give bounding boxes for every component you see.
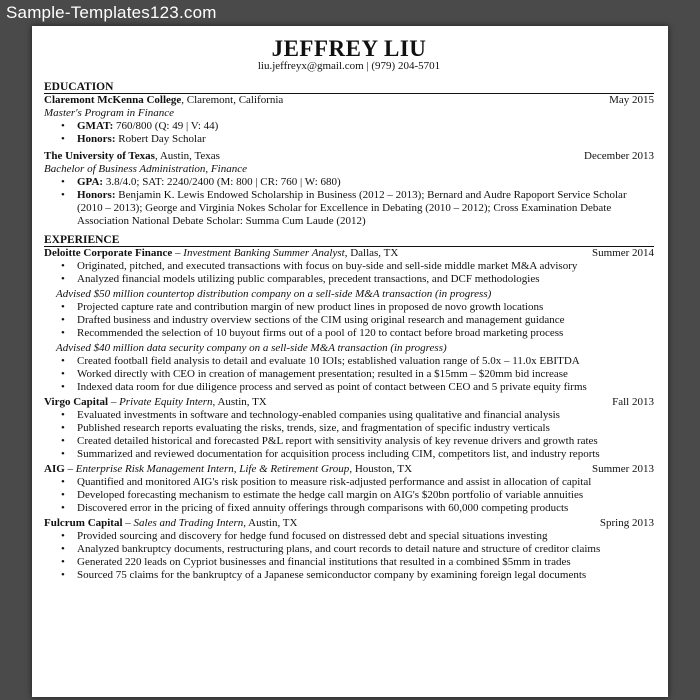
company-name: AIG bbox=[44, 463, 65, 475]
company-name: Fulcrum Capital bbox=[44, 517, 123, 529]
company-name: Deloitte Corporate Finance bbox=[44, 247, 173, 259]
job-bullets bbox=[44, 476, 654, 515]
transaction-heading: Advised $50 million countertop distribution company on a sell-side M&A transaction (in progress) bbox=[56, 288, 492, 300]
list-item: • Summarized and reviewed documentation for acquisition process including CIM, competitors list, and industry reports bbox=[44, 448, 654, 461]
job-bullets bbox=[44, 530, 654, 582]
list-item: • Projected capture rate and contribution margin of new product lines in proposed de novo growth locations bbox=[44, 301, 654, 314]
school-date: December 2013 bbox=[584, 150, 654, 162]
job-role: – Sales and Trading Intern bbox=[122, 517, 244, 529]
degree: Master's Program in Finance bbox=[44, 107, 174, 119]
list-item: • Quantified and monitored AIG's risk position to measure risk-adjusted performance and assist in allocation of capital bbox=[44, 476, 654, 489]
school-row bbox=[44, 94, 654, 107]
education-bullets bbox=[44, 176, 654, 228]
site-watermark: Sample-Templates123.com bbox=[6, 3, 217, 22]
job-date: Summer 2013 bbox=[591, 463, 654, 475]
list-item: • Published research reports evaluating the risks, trends, size, and fragmentation of specific industry verticals bbox=[44, 422, 654, 435]
list-item: • Created detailed historical and forecasted P&L report with sensitivity analysis of key revenue drivers and growth rates bbox=[44, 435, 654, 448]
job-role: – Enterprise Risk Management Intern, Life & Retirement Group bbox=[64, 463, 350, 475]
list-item: • Worked directly with CEO in creation of management presentation; resulted in a $15mm – $20mm bid increase bbox=[44, 368, 654, 381]
experience-heading: EXPERIENCE bbox=[44, 234, 654, 247]
school-name: The University of Texas bbox=[44, 150, 155, 162]
resume-name: JEFFREY LIU bbox=[271, 36, 427, 61]
job-row bbox=[44, 247, 654, 260]
job-date: Fall 2013 bbox=[612, 396, 654, 408]
list-item: • Developed forecasting mechanism to estimate the hedge call margin on AIG's $20bn portfolio of variable annuities bbox=[44, 489, 654, 502]
school-date: May 2015 bbox=[609, 94, 654, 106]
list-item: • Sourced 75 claims for the bankruptcy of a Japanese semiconductor company by examining foreign legal documents bbox=[44, 569, 654, 582]
school-row bbox=[44, 150, 654, 163]
transaction-bullets bbox=[44, 301, 654, 340]
list-item: • Indexed data room for due diligence process and served as point of contact between CEO and 5 private equity firms bbox=[44, 381, 654, 394]
job-location: , Dallas, TX bbox=[344, 247, 399, 259]
job-bullets bbox=[44, 409, 654, 461]
job-location: , Houston, TX bbox=[349, 463, 413, 475]
list-item: • Analyzed bankruptcy documents, restructuring plans, and court records to detail nature and structure of creditor claims bbox=[44, 543, 654, 556]
school-location: , Claremont, California bbox=[181, 94, 284, 106]
list-item: • GPA: 3.8/4.0; SAT: 2240/2400 (M: 800 | CR: 760 | W: 680) bbox=[44, 176, 654, 189]
job-row bbox=[44, 463, 654, 476]
job-row bbox=[44, 396, 654, 409]
education-entry-ut bbox=[44, 150, 654, 228]
degree: Bachelor of Business Administration, Finance bbox=[44, 163, 247, 175]
list-item: • Honors: Robert Day Scholar bbox=[44, 133, 654, 146]
job-location: , Austin, TX bbox=[212, 396, 267, 408]
company-name: Virgo Capital bbox=[44, 396, 109, 408]
list-item: • Honors: Benjamin K. Lewis Endowed Scholarship in Business (2012 – 2013); Bernard and Audre Rapoport Service Scholar (2010 – 2013); George and Virginia Nokes Scholar for Excellence in Debating (2010 – 2012); Cross Examination Debate Association National Debate Scholar: Summa Cum Laude (2012) bbox=[44, 189, 654, 228]
resume-content bbox=[44, 36, 654, 582]
job-entry-aig bbox=[44, 463, 654, 515]
school-location: , Austin, Texas bbox=[154, 150, 220, 162]
list-item: • Evaluated investments in software and technology-enabled companies using qualitative and financial analysis bbox=[44, 409, 654, 422]
school-name: Claremont McKenna College bbox=[44, 94, 182, 106]
list-item: • Provided sourcing and discovery for hedge fund focused on distressed debt and special situations investing bbox=[44, 530, 654, 543]
transaction-bullets bbox=[44, 355, 654, 394]
job-role: – Private Equity Intern bbox=[108, 396, 213, 408]
contact-line: liu.jeffreyx@gmail.com | (979) 204-5701 bbox=[257, 60, 441, 72]
job-bullets bbox=[44, 260, 654, 286]
list-item: • Created football field analysis to detail and evaluate 10 IOIs; established valuation range of 5.0x – 11.0x EBITDA bbox=[44, 355, 654, 368]
list-item: • Discovered error in the pricing of fixed annuity offerings through comparisons with 60,000 competing products bbox=[44, 502, 654, 515]
list-item: • Originated, pitched, and executed transactions with focus on buy-side and sell-side middle market M&A advisory bbox=[44, 260, 654, 273]
education-heading: EDUCATION bbox=[44, 81, 654, 94]
job-row bbox=[44, 517, 654, 530]
list-item: • Drafted business and industry overview sections of the CIM using original research and management guidance bbox=[44, 314, 654, 327]
resume-page bbox=[32, 26, 668, 697]
list-item: • Analyzed financial models utilizing public comparables, precedent transactions, and DCF methodologies bbox=[44, 273, 654, 286]
job-entry-fulcrum bbox=[44, 517, 654, 582]
job-location: , Austin, TX bbox=[243, 517, 298, 529]
job-date: Spring 2013 bbox=[599, 517, 654, 529]
education-bullets bbox=[44, 120, 654, 146]
job-date: Summer 2014 bbox=[591, 247, 654, 259]
job-role: – Investment Banking Summer Analyst bbox=[172, 247, 345, 259]
education-entry-cmc bbox=[44, 94, 654, 146]
job-entry-virgo bbox=[44, 396, 654, 461]
list-item: • Generated 220 leads on Cypriot businesses and financial institutions that resulted in a combined $5mm in trades bbox=[44, 556, 654, 569]
list-item: • Recommended the selection of 10 buyout firms out of a pool of 120 to contact before broad marketing process bbox=[44, 327, 654, 340]
transaction-heading: Advised $40 million data security company on a sell-side M&A transaction (in progress) bbox=[56, 342, 447, 354]
job-entry-deloitte bbox=[44, 247, 654, 394]
list-item: • GMAT: 760/800 (Q: 49 | V: 44) bbox=[44, 120, 654, 133]
